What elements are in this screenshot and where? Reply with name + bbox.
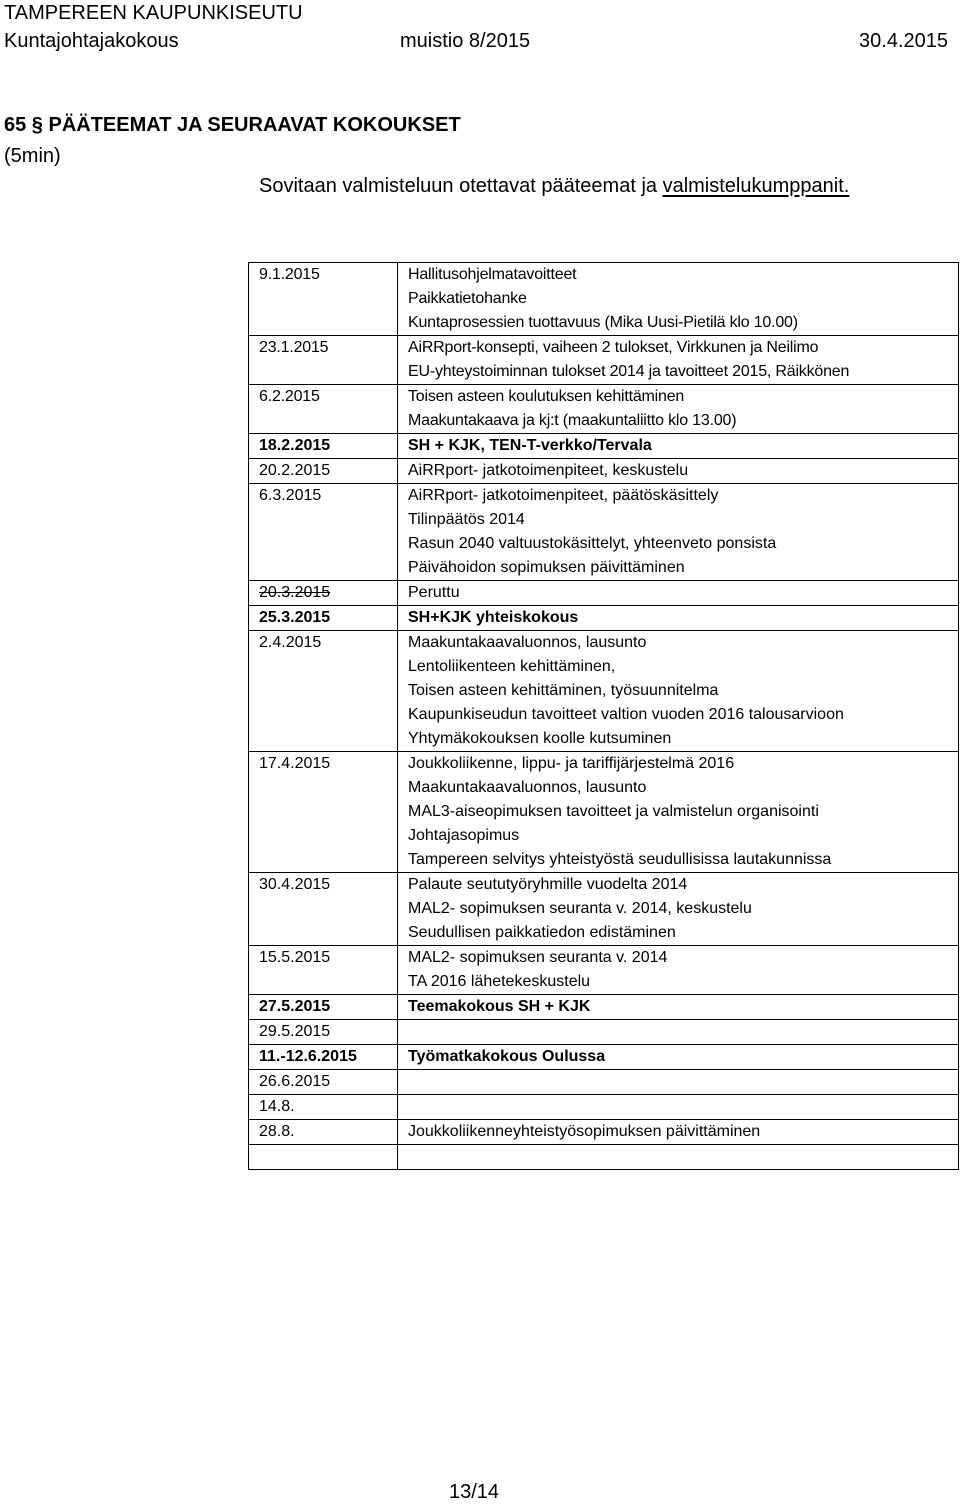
section-intro — [259, 174, 849, 198]
schedule-date: 6.2.2015 — [259, 388, 320, 405]
schedule-topic: Työmatkakokous Oulussa — [408, 1048, 606, 1065]
schedule-topics-cell — [398, 606, 959, 631]
schedule-topics-cell — [398, 1145, 959, 1170]
schedule-topic: TA 2016 lähetekeskustelu — [408, 973, 591, 990]
schedule-topics-cell — [398, 1095, 959, 1120]
schedule-topic: MAL2- sopimuksen seuranta v. 2014, keskustelu — [408, 900, 752, 917]
section-heading: 65 § PÄÄTEEMAT JA SEURAAVAT KOKOUKSET — [4, 114, 461, 136]
schedule-date-cell — [249, 581, 398, 606]
schedule-topic: Paikkatietohanke — [408, 290, 527, 307]
table-row — [249, 946, 959, 995]
schedule-topic: Maakuntakaavaluonnos, lausunto — [408, 779, 647, 796]
table-row — [249, 581, 959, 606]
schedule-date-cell — [249, 484, 398, 581]
schedule-date-cell — [249, 873, 398, 946]
schedule-date: 6.3.2015 — [259, 487, 322, 504]
table-row — [249, 631, 959, 752]
schedule-topic: Toisen asteen koulutuksen kehittäminen — [408, 388, 685, 405]
schedule-date: 20.3.2015 — [259, 584, 331, 601]
schedule-topic: Hallitusohjelmatavoitteet — [408, 266, 577, 283]
schedule-date-cell — [249, 336, 398, 385]
schedule-date-cell — [249, 1020, 398, 1045]
table-row — [249, 1145, 959, 1170]
schedule-topics-cell — [398, 946, 959, 995]
schedule-topic: Johtajasopimus — [408, 827, 520, 844]
schedule-date: 23.1.2015 — [259, 339, 329, 356]
schedule-date: 25.3.2015 — [259, 609, 331, 626]
table-row — [249, 752, 959, 873]
table-row — [249, 434, 959, 459]
schedule-topic: Palaute seututyöryhmille vuodelta 2014 — [408, 876, 688, 893]
schedule-topic: EU-yhteystoiminnan tulokset 2014 ja tavoitteet 2015, Räikkönen — [408, 363, 850, 380]
schedule-topics-cell — [398, 581, 959, 606]
schedule-date-cell — [249, 263, 398, 336]
table-row — [249, 336, 959, 385]
schedule-date: 20.2.2015 — [259, 462, 331, 479]
table-row — [249, 1045, 959, 1070]
section-duration: (5min) — [4, 145, 61, 167]
section-intro-underlined: valmistelukumppanit. — [662, 175, 850, 197]
schedule-topic: Lentoliikenteen kehittäminen, — [408, 658, 616, 675]
schedule-topic: Päivähoidon sopimuksen päivittäminen — [408, 559, 685, 576]
table-row — [249, 263, 959, 336]
schedule-topic: Joukkoliikenne, lippu- ja tariffijärjestelmä 2016 — [408, 755, 735, 772]
schedule-topics-cell — [398, 752, 959, 873]
table-row — [249, 459, 959, 484]
schedule-topic: Peruttu — [408, 584, 460, 601]
table-row — [249, 1095, 959, 1120]
schedule-topic: SH+KJK yhteiskokous — [408, 609, 579, 626]
schedule-topic: SH + KJK, TEN-T-verkko/Tervala — [408, 437, 652, 454]
schedule-topic: AiRRport-konsepti, vaiheen 2 tulokset, Virkkunen ja Neilimo — [408, 339, 819, 356]
schedule-date-cell — [249, 995, 398, 1020]
header-meeting: Kuntajohtajakokous — [4, 30, 179, 52]
section-intro-text: Sovitaan valmisteluun otettavat pääteemat ja — [259, 175, 663, 197]
schedule-date: 28.8. — [259, 1123, 295, 1140]
schedule-topics-cell — [398, 336, 959, 385]
header-organization: TAMPEREEN KAUPUNKISEUTU — [4, 2, 303, 24]
schedule-date-cell — [249, 631, 398, 752]
schedule-date: 2.4.2015 — [259, 634, 322, 651]
table-row — [249, 1120, 959, 1145]
schedule-date-cell — [249, 385, 398, 434]
schedule-date: 9.1.2015 — [259, 266, 320, 283]
schedule-date: 30.4.2015 — [259, 876, 331, 893]
schedule-date-cell — [249, 1070, 398, 1095]
meeting-schedule-table — [248, 262, 959, 1170]
schedule-topics-cell — [398, 1120, 959, 1145]
schedule-topic: AiRRport- jatkotoimenpiteet, keskustelu — [408, 462, 689, 479]
table-row — [249, 1020, 959, 1045]
schedule-topic: Seudullisen paikkatiedon edistäminen — [408, 924, 676, 941]
schedule-date-cell — [249, 1145, 398, 1170]
schedule-topics-cell — [398, 263, 959, 336]
schedule-date: 18.2.2015 — [259, 437, 331, 454]
schedule-topics-cell — [398, 1020, 959, 1045]
schedule-date-cell — [249, 1120, 398, 1145]
schedule-date: 11.-12.6.2015 — [259, 1048, 357, 1065]
schedule-topic: Tampereen selvitys yhteistyöstä seudullisissa lautakunnissa — [408, 851, 832, 868]
schedule-topics-cell — [398, 995, 959, 1020]
schedule-topic: MAL2- sopimuksen seuranta v. 2014 — [408, 949, 668, 966]
schedule-date-cell — [249, 946, 398, 995]
schedule-date-cell — [249, 434, 398, 459]
table-row — [249, 606, 959, 631]
schedule-topic: MAL3-aiseopimuksen tavoitteet ja valmistelun organisointi — [408, 803, 819, 820]
schedule-date-cell — [249, 1095, 398, 1120]
schedule-date: 17.4.2015 — [259, 755, 331, 772]
schedule-topic: Tilinpäätös 2014 — [408, 511, 525, 528]
table-row — [249, 484, 959, 581]
schedule-topic: Maakuntakaava ja kj:t (maakuntaliitto klo 13.00) — [408, 412, 737, 429]
schedule-topic: Joukkoliikenneyhteistyösopimuksen päivittäminen — [408, 1123, 761, 1140]
table-row — [249, 873, 959, 946]
schedule-topic: Kuntaprosessien tuottavuus (Mika Uusi-Pietilä klo 10.00) — [408, 314, 798, 331]
schedule-date: 26.6.2015 — [259, 1073, 331, 1090]
schedule-topics-cell — [398, 385, 959, 434]
schedule-topics-cell — [398, 873, 959, 946]
header-memo-number: muistio 8/2015 — [400, 30, 531, 52]
header-date: 30.4.2015 — [859, 30, 948, 52]
schedule-topics-cell — [398, 1045, 959, 1070]
schedule-topic: Rasun 2040 valtuustokäsittelyt, yhteenveto ponsista — [408, 535, 777, 552]
table-row — [249, 385, 959, 434]
schedule-date-cell — [249, 606, 398, 631]
schedule-date-cell — [249, 459, 398, 484]
table-row — [249, 995, 959, 1020]
schedule-date: 27.5.2015 — [259, 998, 331, 1015]
schedule-date: 15.5.2015 — [259, 949, 331, 966]
schedule-date: 14.8. — [259, 1098, 295, 1115]
table-row — [249, 1070, 959, 1095]
schedule-topics-cell — [398, 484, 959, 581]
schedule-topic: Teemakokous SH + KJK — [408, 998, 591, 1015]
schedule-topics-cell — [398, 631, 959, 752]
schedule-topic: Toisen asteen kehittäminen, työsuunnitelma — [408, 682, 719, 699]
schedule-topic: AiRRport- jatkotoimenpiteet, päätöskäsittely — [408, 487, 719, 504]
schedule-topics-cell — [398, 1070, 959, 1095]
schedule-topic: Yhtymäkokouksen koolle kutsuminen — [408, 730, 672, 747]
schedule-topics-cell — [398, 434, 959, 459]
schedule-topic: Kaupunkiseudun tavoitteet valtion vuoden 2016 talousarvioon — [408, 706, 844, 723]
schedule-topics-cell — [398, 459, 959, 484]
page-number: 13/14 — [448, 1481, 500, 1503]
schedule-date-cell — [249, 1045, 398, 1070]
schedule-date-cell — [249, 752, 398, 873]
schedule-topic: Maakuntakaavaluonnos, lausunto — [408, 634, 647, 651]
schedule-date: 29.5.2015 — [259, 1023, 331, 1040]
